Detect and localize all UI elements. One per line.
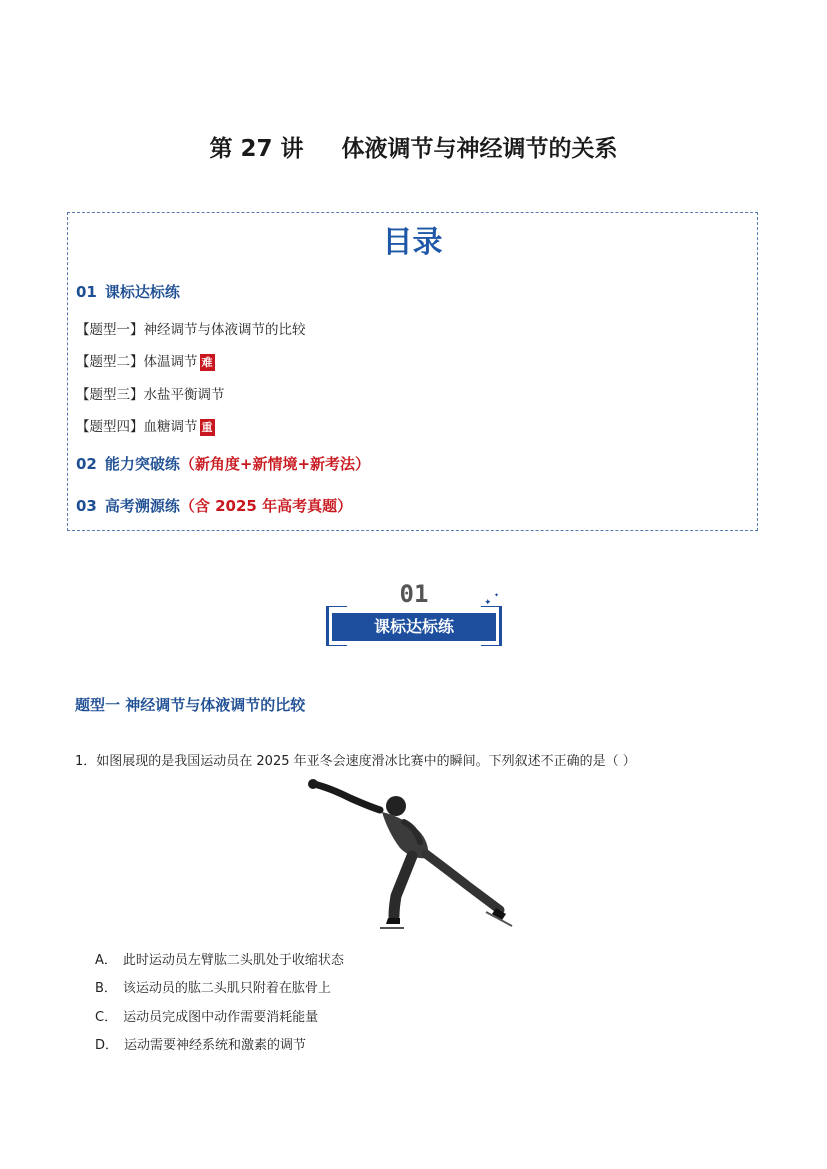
- option-text: 运动需要神经系统和激素的调节: [124, 1038, 307, 1053]
- toc-section-1-number: 01: [76, 283, 97, 301]
- option-d[interactable]: [95, 1034, 306, 1053]
- toc-item-1[interactable]: [76, 318, 306, 338]
- option-letter: B．: [95, 981, 117, 996]
- section-title: 题型一 神经调节与体液调节的比较: [75, 696, 306, 714]
- toc-section-1-label: 课标达标练: [104, 283, 180, 301]
- question-stem: 1．如图展现的是我国运动员在 2025 年亚冬会速度滑冰比赛中的瞬间。下列叙述不正确的是（ ）: [75, 754, 636, 769]
- sparkle-icon: ✦: [484, 598, 492, 608]
- table-of-contents: [67, 212, 758, 531]
- section-badge: [324, 580, 504, 650]
- badge-label: 课标达标练: [373, 617, 454, 636]
- lecture-number: 第 27 讲: [209, 136, 304, 162]
- option-letter: D．: [95, 1038, 119, 1053]
- toc-section-3-label: 高考溯源练: [104, 497, 180, 515]
- option-text: 此时运动员左臂肱二头肌处于收缩状态: [122, 953, 344, 968]
- option-b[interactable]: [95, 977, 331, 996]
- difficulty-tag: 难: [201, 356, 213, 369]
- sparkle-icon: ✦: [494, 592, 500, 599]
- toc-item-4[interactable]: [76, 415, 215, 436]
- option-letter: A．: [95, 953, 117, 968]
- toc-section-3[interactable]: [76, 495, 352, 516]
- toc-item-label: 【题型三】水盐平衡调节: [76, 387, 225, 403]
- toc-item-label: 【题型一】神经调节与体液调节的比较: [76, 322, 306, 338]
- option-text: 该运动员的肱二头肌只附着在肱骨上: [122, 981, 331, 996]
- option-text: 运动员完成图中动作需要消耗能量: [123, 1010, 319, 1025]
- option-letter: C．: [95, 1010, 118, 1025]
- lecture-topic: 体液调节与神经调节的关系: [341, 136, 618, 162]
- toc-item-3[interactable]: [76, 383, 225, 403]
- key-tag: 重: [201, 421, 213, 434]
- toc-section-2-note: （新角度+新情境+新考法）: [179, 455, 371, 473]
- toc-section-3-number: 03: [76, 497, 97, 515]
- option-a[interactable]: [95, 949, 344, 968]
- toc-section-3-note: （含 2025 年高考真题）: [179, 497, 353, 515]
- toc-item-label: 【题型四】血糖调节: [76, 419, 198, 435]
- page-title: [0, 130, 827, 163]
- badge-number: 01: [399, 580, 429, 608]
- toc-item-2[interactable]: [76, 350, 215, 371]
- toc-heading: 目录: [382, 225, 443, 260]
- toc-section-2[interactable]: [76, 453, 370, 474]
- toc-section-1[interactable]: [76, 281, 180, 302]
- toc-item-label: 【题型二】体温调节: [76, 354, 198, 370]
- toc-section-2-number: 02: [76, 455, 97, 473]
- speed-skater-image: [300, 776, 515, 936]
- toc-section-2-label: 能力突破练: [104, 455, 180, 473]
- option-c[interactable]: [95, 1006, 318, 1025]
